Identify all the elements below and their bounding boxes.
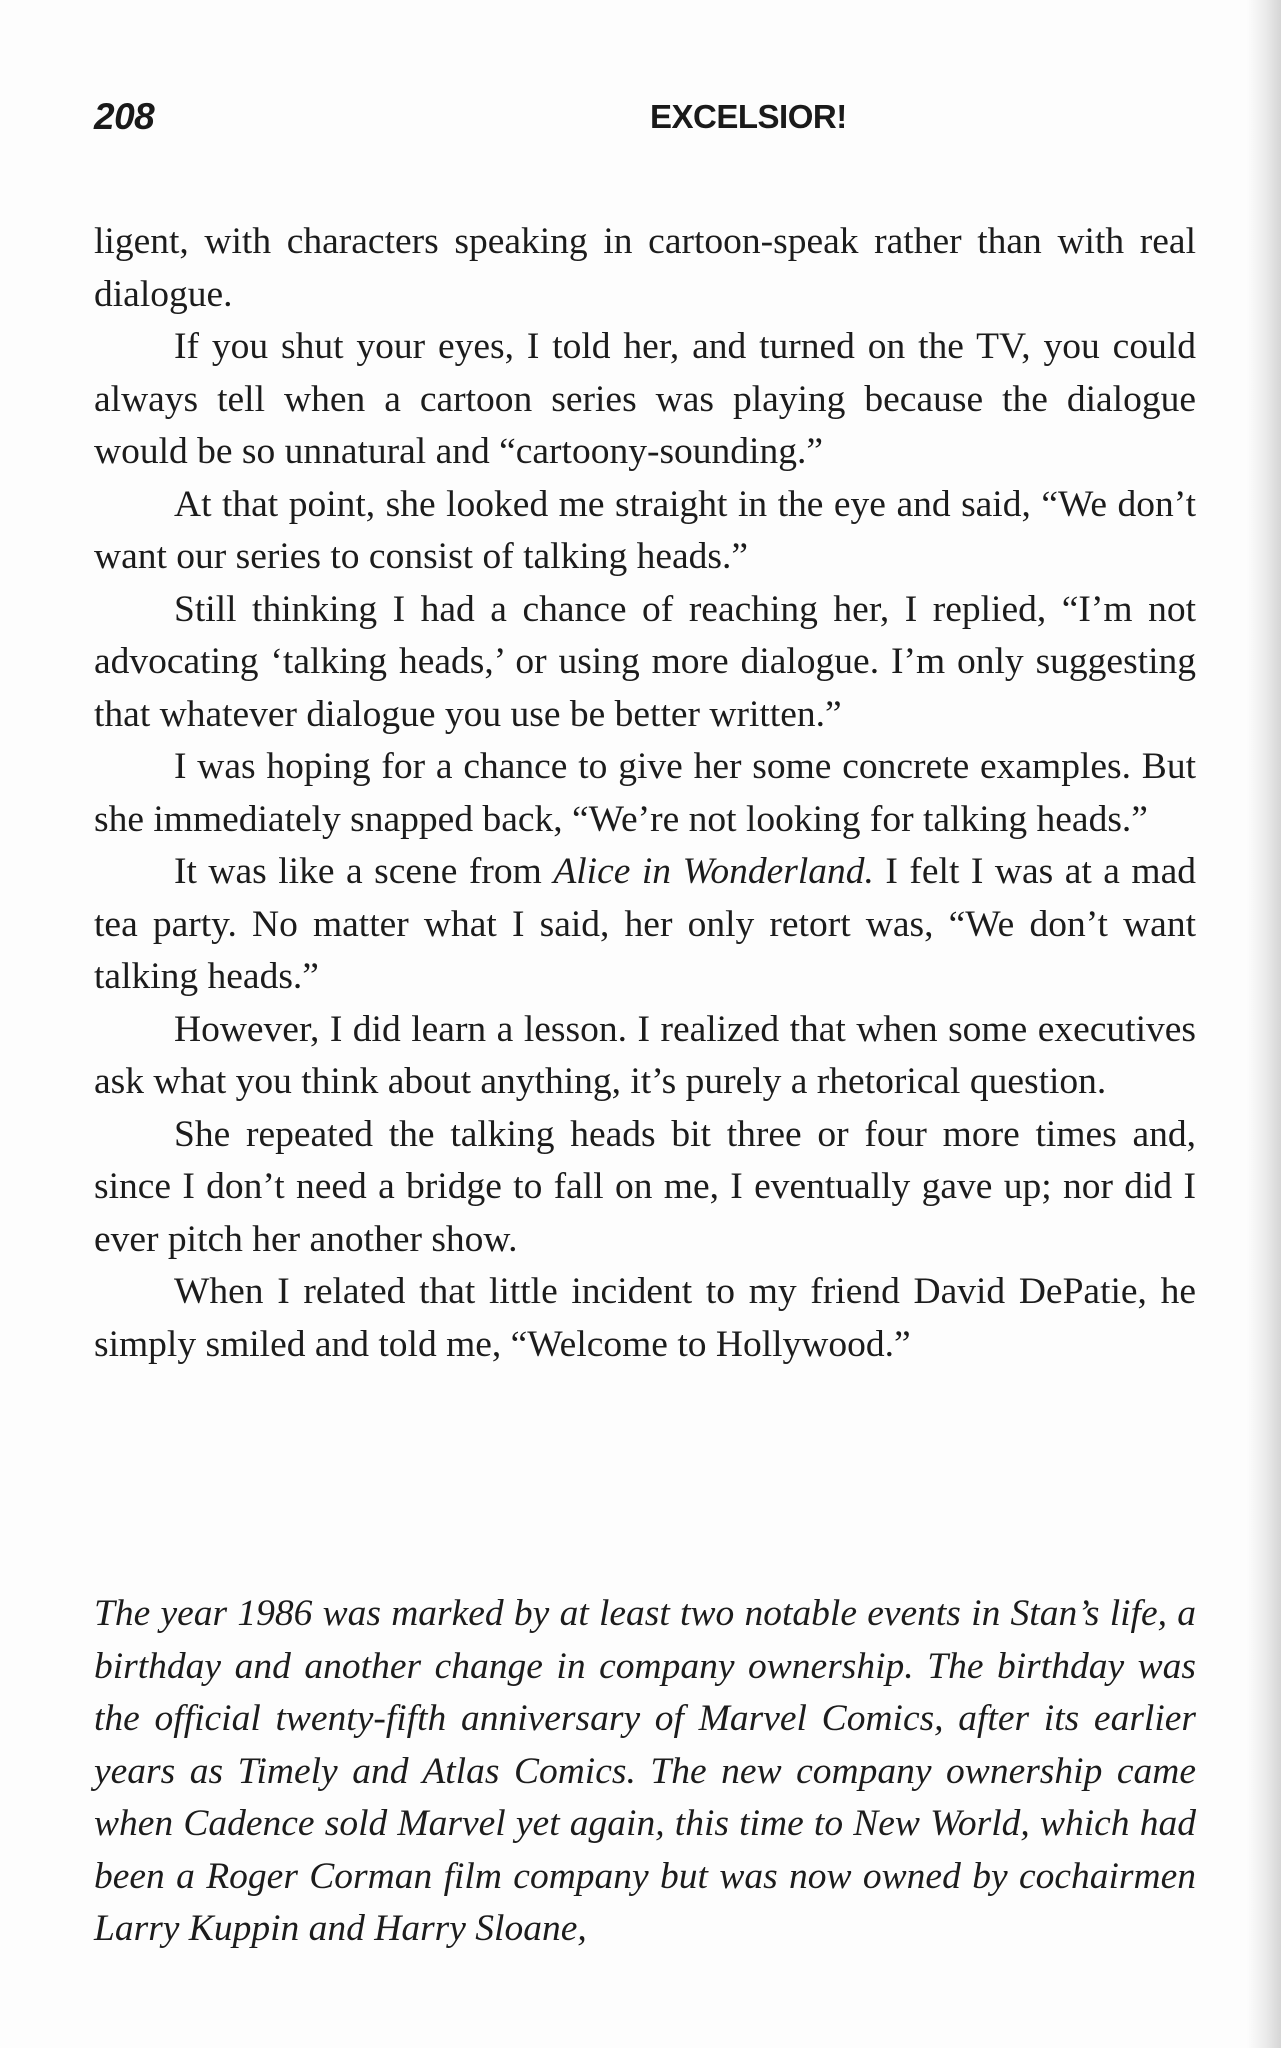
- book-title-reference: Alice in Wonderland.: [553, 851, 874, 892]
- paragraph-9: When I related that little incident to my friend David DePatie, he simply smiled and told me, “Welcome to Hollywood.”: [94, 1271, 1196, 1365]
- paragraph-5: I was hoping for a chance to give her some concrete examples. But she immediately snapped back, “We’re not looking for talking heads.”: [94, 746, 1196, 840]
- paragraph-8: She repeated the talking heads bit three or four more times and, since I don’t need a bridge to fall on me, I eventually gave up; nor did I ever pitch her another show.: [94, 1113, 1196, 1260]
- paragraph-4: Still thinking I had a chance of reaching her, I replied, “I’m not advocating ‘talking heads,’ or using more dialogue. I’m only suggesting that whatever dialogue you use be better written.”: [94, 588, 1196, 735]
- body-text: [94, 216, 1196, 1371]
- paragraph-6: [94, 846, 1196, 1004]
- paragraph-1: ligent, with characters speaking in cartoon-speak rather than with real dialogue.: [94, 221, 1196, 315]
- page-number: 208: [94, 96, 155, 137]
- page-edge-shadow: [1247, 0, 1281, 2048]
- paragraph-2: If you shut your eyes, I told her, and turned on the TV, you could always tell when a cartoon series was playing because the dialogue would be so unnatural and “cartoony-sounding.”: [94, 326, 1196, 472]
- paragraph-6-before: It was like a scene from: [174, 851, 554, 892]
- book-title: EXCELSIOR!: [650, 98, 847, 135]
- paragraph-3: At that point, she looked me straight in the eye and said, “We don’t want our series to consist of talking heads.”: [94, 483, 1196, 577]
- narration-paragraph: The year 1986 was marked by at least two notable events in Stan’s life, a birthday and another change in company ownership. The birthday was the official twenty-fifth anniversary of Marvel Comics, after its earlier years as Timely and Atlas Comics. The new company ownership came when Cadence sold Marvel yet again, this time to New World, which had been a Roger Corman film company but was now owned by cochairmen Larry Kuppin and Harry Sloane,: [94, 1593, 1196, 1949]
- running-head: [94, 96, 1196, 146]
- narration-block: [94, 1588, 1196, 1956]
- paragraph-6-after: I felt I was at a mad tea party. No matter what I said, her only retort was, “We don’t want talking heads.”: [94, 851, 1196, 997]
- paragraph-7: However, I did learn a lesson. I realized that when some executives ask what you think about anything, it’s purely a rhetorical question.: [94, 1008, 1196, 1102]
